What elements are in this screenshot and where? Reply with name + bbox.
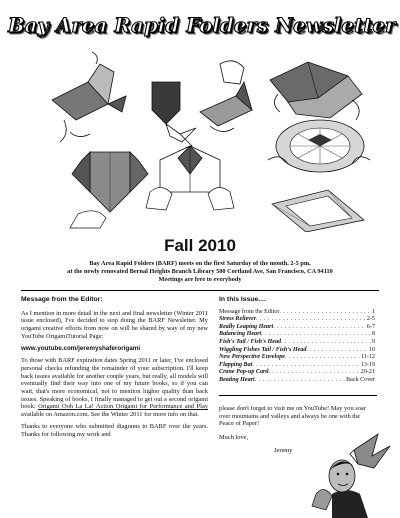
toc-dot-leader [273,324,366,332]
toc-item [219,331,375,339]
editor-portrait-illustration [302,424,394,518]
meeting-info-line: at the newly renovated Bernal Heights Branch Library 500 Cortland Ave, San Francisco, CA 94110 [67,267,333,275]
toc-item [219,362,375,370]
stress-reliever-illustration [268,120,370,172]
editor-paragraph: As I mention in more detail in the next and final newsletter (Winter 2011 issue enclosed), I've decided to stop doing the BARF Newsletter. My origami creative efforts from now on will be shared by way of my new YouTube OrigamiTutorial Page: [21,309,208,340]
newsletter-title: Bay Area Rapid Folders Newsletter [8,14,396,37]
issue-season: Fall 2010 [164,236,236,255]
toc-item-page: 8 [371,331,375,338]
fish-illustration [200,61,252,132]
toc-dot-leader [252,362,359,370]
youtube-link[interactable]: www.youtube.com/jeremyshaferorigami [21,345,141,353]
toc-dot-leader [285,354,360,362]
toc-list [219,309,375,385]
toc-item [219,324,375,332]
toc-bottom-divider [219,395,377,396]
pop-up-card-illustration [146,146,234,210]
toc-item-page: Back Cover [346,376,375,383]
heart-illustration [70,152,148,228]
toc-dot-leader [306,347,367,355]
editor-text: available on Amazon.com. See the Winter 2011 for more info on that. [21,411,199,419]
meeting-info [42,260,358,283]
toc-item-title: Stress Reliever [219,316,257,323]
meeting-info-line: Bay Area Rapid Folders (BARF) meets on the first Saturday of the month, 2-5 pm, [89,260,311,267]
toc-item-page: 20-21 [360,369,375,376]
flapping-bird-illustration [52,52,126,142]
toc-dot-leader [281,339,371,347]
editor-closing: Much love, [219,434,249,442]
toc-item-page: 13-19 [360,361,375,368]
section-divider [21,290,379,291]
toc-item-title: Balancing Heart [219,331,262,338]
bat-illustration [270,62,362,120]
toc-dot-leader [255,377,345,385]
toc-item [219,369,375,377]
toc-item-page: 6-7 [366,323,375,330]
toc-item-title: Beating Heart [219,376,255,383]
toc-item-title: Message from the Editor [219,308,280,315]
toc-item [219,354,375,362]
leaping-heart-illustration [152,82,196,154]
toc-item-title: Crane Pop-up Card [219,369,269,376]
toc-item-title: Fish's Tail / Fish's Head [219,338,282,345]
envelope-illustration [272,190,364,232]
origami-illustrations [30,42,375,232]
book-title-link[interactable]: Origami Ooh La La! Action Origami for Performance and Play [38,403,208,411]
toc-item [219,316,375,324]
toc-item-page: 10 [368,346,375,353]
toc-dot-leader [268,369,359,377]
toc-dot-leader [256,316,366,324]
meeting-info-line: Meetings are free to everybody [158,275,242,283]
toc-item [219,309,375,317]
toc-item-title: New Perspective Envelope [219,354,285,361]
toc-item [219,377,375,385]
toc-item-title: Really Leaping Heart [219,323,274,330]
toc-item-page: 9 [371,338,375,345]
editor-paragraph: please don't forget to visit me on YouTube! May you soar over mountains and valleys and always be one with the Peace of Paper! [219,405,366,428]
editor-message-heading: Message from the Editor: [21,296,103,303]
toc-item [219,347,375,355]
editor-text: To those with BARF expiration dates Spring 2011 or later, I've enclosed personal checks refunding the remainder of your subscription. I'll keep back issues available for another couple years, but really, all models will eventually find their way into one of my future books, so if you can wait, that's more economical, not to mention higher quality than back issues. Speaking of books, I finally managed to get out a second origami book: [21,357,208,411]
editor-paragraph: Thanks to everyone who submitted diagrams to BARF over the years. Thanks for following my work and [21,423,208,439]
toc-item-title: Flapping Bat [219,361,253,368]
toc-item-title: Wiggling Fishes Tail / Fish's Head [219,346,307,353]
toc-dot-leader [279,309,371,317]
toc-item-page: 11-12 [361,354,375,361]
toc-item [219,339,375,347]
toc-item-page: 2-5 [366,316,375,323]
editor-paragraph [21,357,208,419]
table-of-contents [219,296,375,385]
toc-dot-leader [261,331,371,339]
toc-heading: In this Issue.... [219,296,266,303]
editor-message [21,296,208,443]
editor-signature: Jeremy [274,447,293,454]
toc-item-page: 1 [371,308,375,315]
